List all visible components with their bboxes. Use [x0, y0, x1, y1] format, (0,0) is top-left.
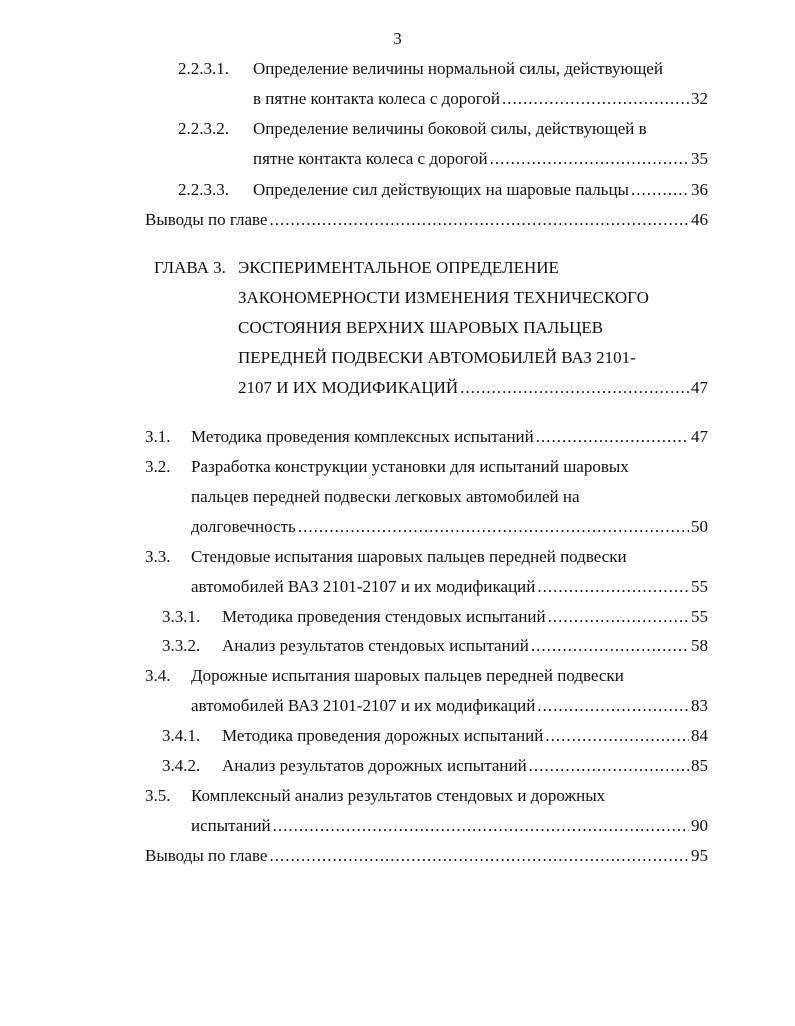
- toc-entry[interactable]: [253, 87, 708, 111]
- entry-number: 2.2.3.2.: [178, 119, 229, 138]
- entry-page: 36: [691, 180, 708, 199]
- entry-title: Дорожные испытания шаровых пальцев передней подвески: [191, 666, 624, 685]
- toc-entry[interactable]: [238, 376, 708, 400]
- chapter-number: ГЛАВА 3.: [154, 258, 226, 277]
- toc-entry[interactable]: [222, 634, 708, 658]
- entry-page: 84: [691, 726, 708, 745]
- dot-leader: [269, 208, 689, 232]
- entry-page: 35: [691, 149, 708, 168]
- dot-leader: [490, 147, 689, 171]
- entry-number: 3.5.: [145, 786, 171, 805]
- entry-number: 3.3.: [145, 547, 171, 566]
- toc-entry[interactable]: [191, 425, 708, 449]
- entry-title: автомобилей ВАЗ 2101-2107 и их модификаций: [191, 577, 536, 596]
- dot-leader: [460, 376, 689, 400]
- toc-line: [191, 784, 708, 808]
- toc-entry[interactable]: [145, 844, 708, 868]
- dot-leader: [529, 754, 689, 778]
- entry-page: 85: [691, 756, 708, 775]
- dot-leader: [269, 844, 689, 868]
- dot-leader: [273, 814, 689, 838]
- entry-number: 3.3.2.: [162, 636, 201, 655]
- entry-page: 90: [691, 816, 708, 835]
- toc-line: [253, 117, 708, 141]
- entry-title: Методика проведения стендовых испытаний: [222, 607, 546, 626]
- entry-title: Методика проведения комплексных испытаний: [191, 427, 534, 446]
- entry-title: долговечность: [191, 517, 296, 536]
- entry-page: 83: [691, 696, 708, 715]
- entry-title: Анализ результатов стендовых испытаний: [222, 636, 529, 655]
- dot-leader: [298, 515, 689, 539]
- toc-entry[interactable]: [191, 515, 708, 539]
- entry-page: 50: [691, 517, 708, 536]
- entry-title: автомобилей ВАЗ 2101-2107 и их модификаций: [191, 696, 536, 715]
- entry-page: 58: [691, 636, 708, 655]
- entry-number: 2.2.3.3.: [178, 180, 229, 199]
- chapter-title: ПЕРЕДНЕЙ ПОДВЕСКИ АВТОМОБИЛЕЙ ВАЗ 2101-: [238, 348, 636, 367]
- toc-entry[interactable]: [253, 147, 708, 171]
- entry-title: Анализ результатов дорожных испытаний: [222, 756, 527, 775]
- entry-number: 2.2.3.1.: [178, 59, 229, 78]
- entry-title: испытаний: [191, 816, 271, 835]
- toc-line: [238, 346, 708, 370]
- entry-page: 95: [691, 846, 708, 865]
- entry-title: Выводы по главе: [145, 210, 268, 229]
- dot-leader: [536, 425, 689, 449]
- chapter-title: ЗАКОНОМЕРНОСТИ ИЗМЕНЕНИЯ ТЕХНИЧЕСКОГО: [238, 288, 649, 307]
- toc-entry[interactable]: [191, 694, 708, 718]
- entry-title: Определение величины нормальной силы, действующей: [253, 59, 663, 78]
- entry-number: 3.4.1.: [162, 726, 201, 745]
- entry-title: Разработка конструкции установки для испытаний шаровых: [191, 457, 629, 476]
- entry-number: 3.3.1.: [162, 607, 201, 626]
- toc-entry[interactable]: [222, 754, 708, 778]
- chapter-title: ЭКСПЕРИМЕНТАЛЬНОЕ ОПРЕДЕЛЕНИЕ: [238, 258, 559, 277]
- entry-title: Комплексный анализ результатов стендовых и дорожных: [191, 786, 606, 805]
- toc-line: [191, 485, 708, 509]
- entry-number: 3.2.: [145, 457, 171, 476]
- toc-entry[interactable]: [191, 814, 708, 838]
- toc-entry[interactable]: [222, 605, 708, 629]
- entry-page: 32: [691, 89, 708, 108]
- dot-leader: [631, 178, 689, 202]
- entry-number: 3.1.: [145, 427, 171, 446]
- entry-page: 47: [691, 427, 708, 446]
- toc-entry[interactable]: [222, 724, 708, 748]
- toc-entry[interactable]: [145, 208, 708, 232]
- entry-title: Методика проведения дорожных испытаний: [222, 726, 544, 745]
- toc-entry[interactable]: [191, 575, 708, 599]
- entry-title: Определение величины боковой силы, действующей в: [253, 119, 647, 138]
- dot-leader: [531, 634, 689, 658]
- toc-line: [191, 664, 708, 688]
- toc-entry[interactable]: [253, 178, 708, 202]
- entry-title: пальцев передней подвески легковых автомобилей на: [191, 487, 580, 506]
- toc-line: [238, 316, 708, 340]
- dot-leader: [537, 694, 689, 718]
- toc-line: [191, 545, 708, 569]
- dot-leader: [548, 605, 689, 629]
- toc-line: [191, 455, 708, 479]
- chapter-title: 2107 И ИХ МОДИФИКАЦИЙ: [238, 378, 459, 397]
- entry-title: Стендовые испытания шаровых пальцев передней подвески: [191, 547, 627, 566]
- entry-number: 3.4.2.: [162, 756, 201, 775]
- toc-line: [238, 286, 708, 310]
- dot-leader: [545, 724, 689, 748]
- entry-page: 55: [691, 577, 708, 596]
- entry-page: 55: [691, 607, 708, 626]
- entry-number: 3.4.: [145, 666, 171, 685]
- entry-title: в пятне контакта колеса с дорогой: [253, 89, 500, 108]
- entry-page: 46: [691, 210, 708, 229]
- dot-leader: [502, 87, 689, 111]
- entry-title: Определение сил действующих на шаровые пальцы: [253, 180, 629, 199]
- entry-title: Выводы по главе: [145, 846, 268, 865]
- toc-line: [253, 57, 708, 81]
- page-number: 3: [393, 29, 402, 48]
- entry-page: 47: [691, 378, 708, 397]
- entry-title: пятне контакта колеса с дорогой: [253, 149, 488, 168]
- dot-leader: [537, 575, 689, 599]
- chapter-title: СОСТОЯНИЯ ВЕРХНИХ ШАРОВЫХ ПАЛЬЦЕВ: [238, 318, 604, 337]
- toc-line: [238, 256, 708, 280]
